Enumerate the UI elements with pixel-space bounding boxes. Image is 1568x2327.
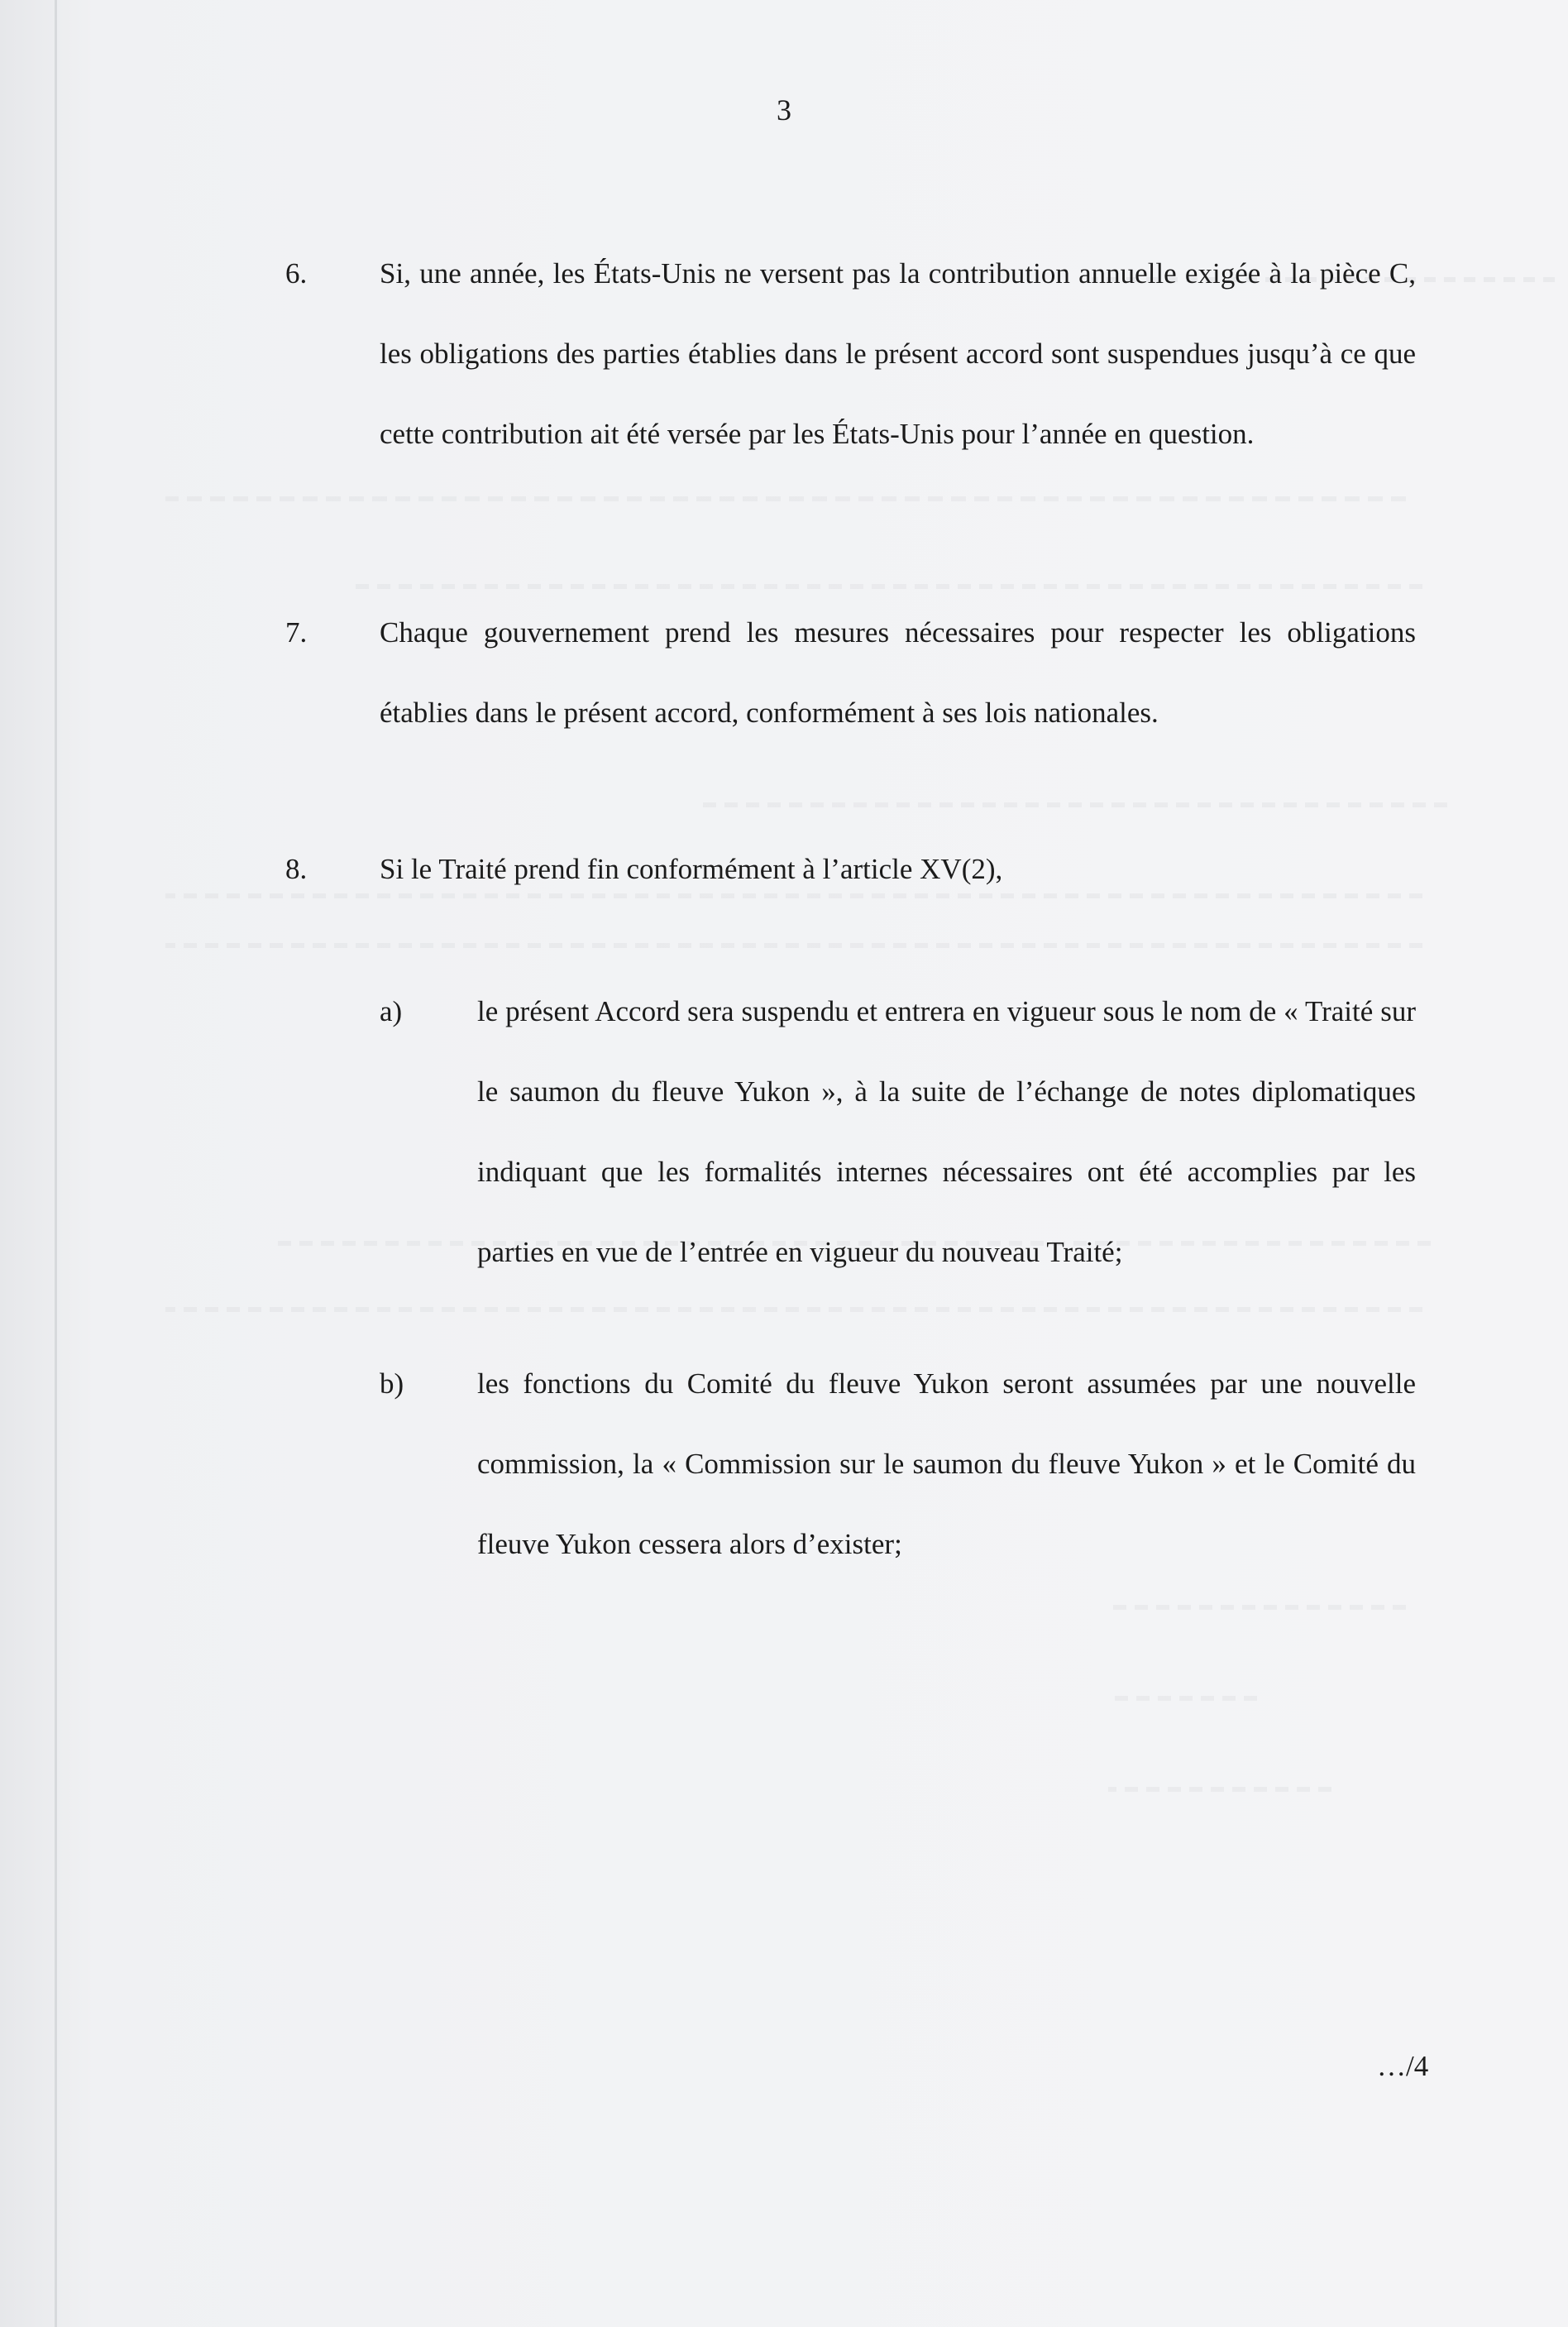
paragraph-number: 8.	[285, 853, 308, 885]
page-edge-shadow	[55, 0, 57, 2327]
subitem-letter: a)	[380, 995, 403, 1027]
paragraph-number: 7.	[285, 616, 308, 649]
subitem-letter: b)	[380, 1367, 404, 1400]
paragraph-text: Si le Traité prend fin conformément à l’article XV(2),	[380, 853, 1003, 885]
bleed-through-text	[703, 802, 1447, 807]
subitem-text: les fonctions du Comité du fleuve Yukon seront assumées par une nouvelle commission, la « Commission sur le saumon du fleuve Yukon » et le Comité du fleuve Yukon cessera alors d’exister;	[477, 1367, 1416, 1560]
bleed-through-text	[1108, 1787, 1331, 1792]
bleed-through-text	[165, 943, 1422, 948]
bleed-through-text	[165, 1307, 1422, 1312]
continuation-marker: …/4	[1377, 2050, 1429, 2082]
paragraph-text: Si, une année, les États-Unis ne versent pas la contribution annuelle exigée à la pièce C, les obligations des parties établies dans le présent accord sont suspendues jusqu’à ce que cette contribution ait été versée par les États-Unis pour l’année en question.	[380, 257, 1416, 450]
bleed-through-text	[1108, 1696, 1257, 1701]
subitem-text: le présent Accord sera suspendu et entrera en vigueur sous le nom de « Traité sur le saumon du fleuve Yukon », à la suite de l’échange de notes diplomatiques indiquant que les formalités internes nécessaires ont été accomplies par les parties en vue de l’entrée en vigueur du nouveau Traité;	[477, 995, 1416, 1268]
page-number: 3	[777, 93, 791, 127]
bleed-through-text	[347, 584, 1422, 589]
paragraph-number: 6.	[285, 257, 308, 290]
bleed-through-text	[165, 496, 1406, 501]
bleed-through-text	[1108, 1605, 1406, 1610]
paragraph-text: Chaque gouvernement prend les mesures nécessaires pour respecter les obligations établies dans le présent accord, conformément à ses lois nationales.	[380, 616, 1416, 729]
